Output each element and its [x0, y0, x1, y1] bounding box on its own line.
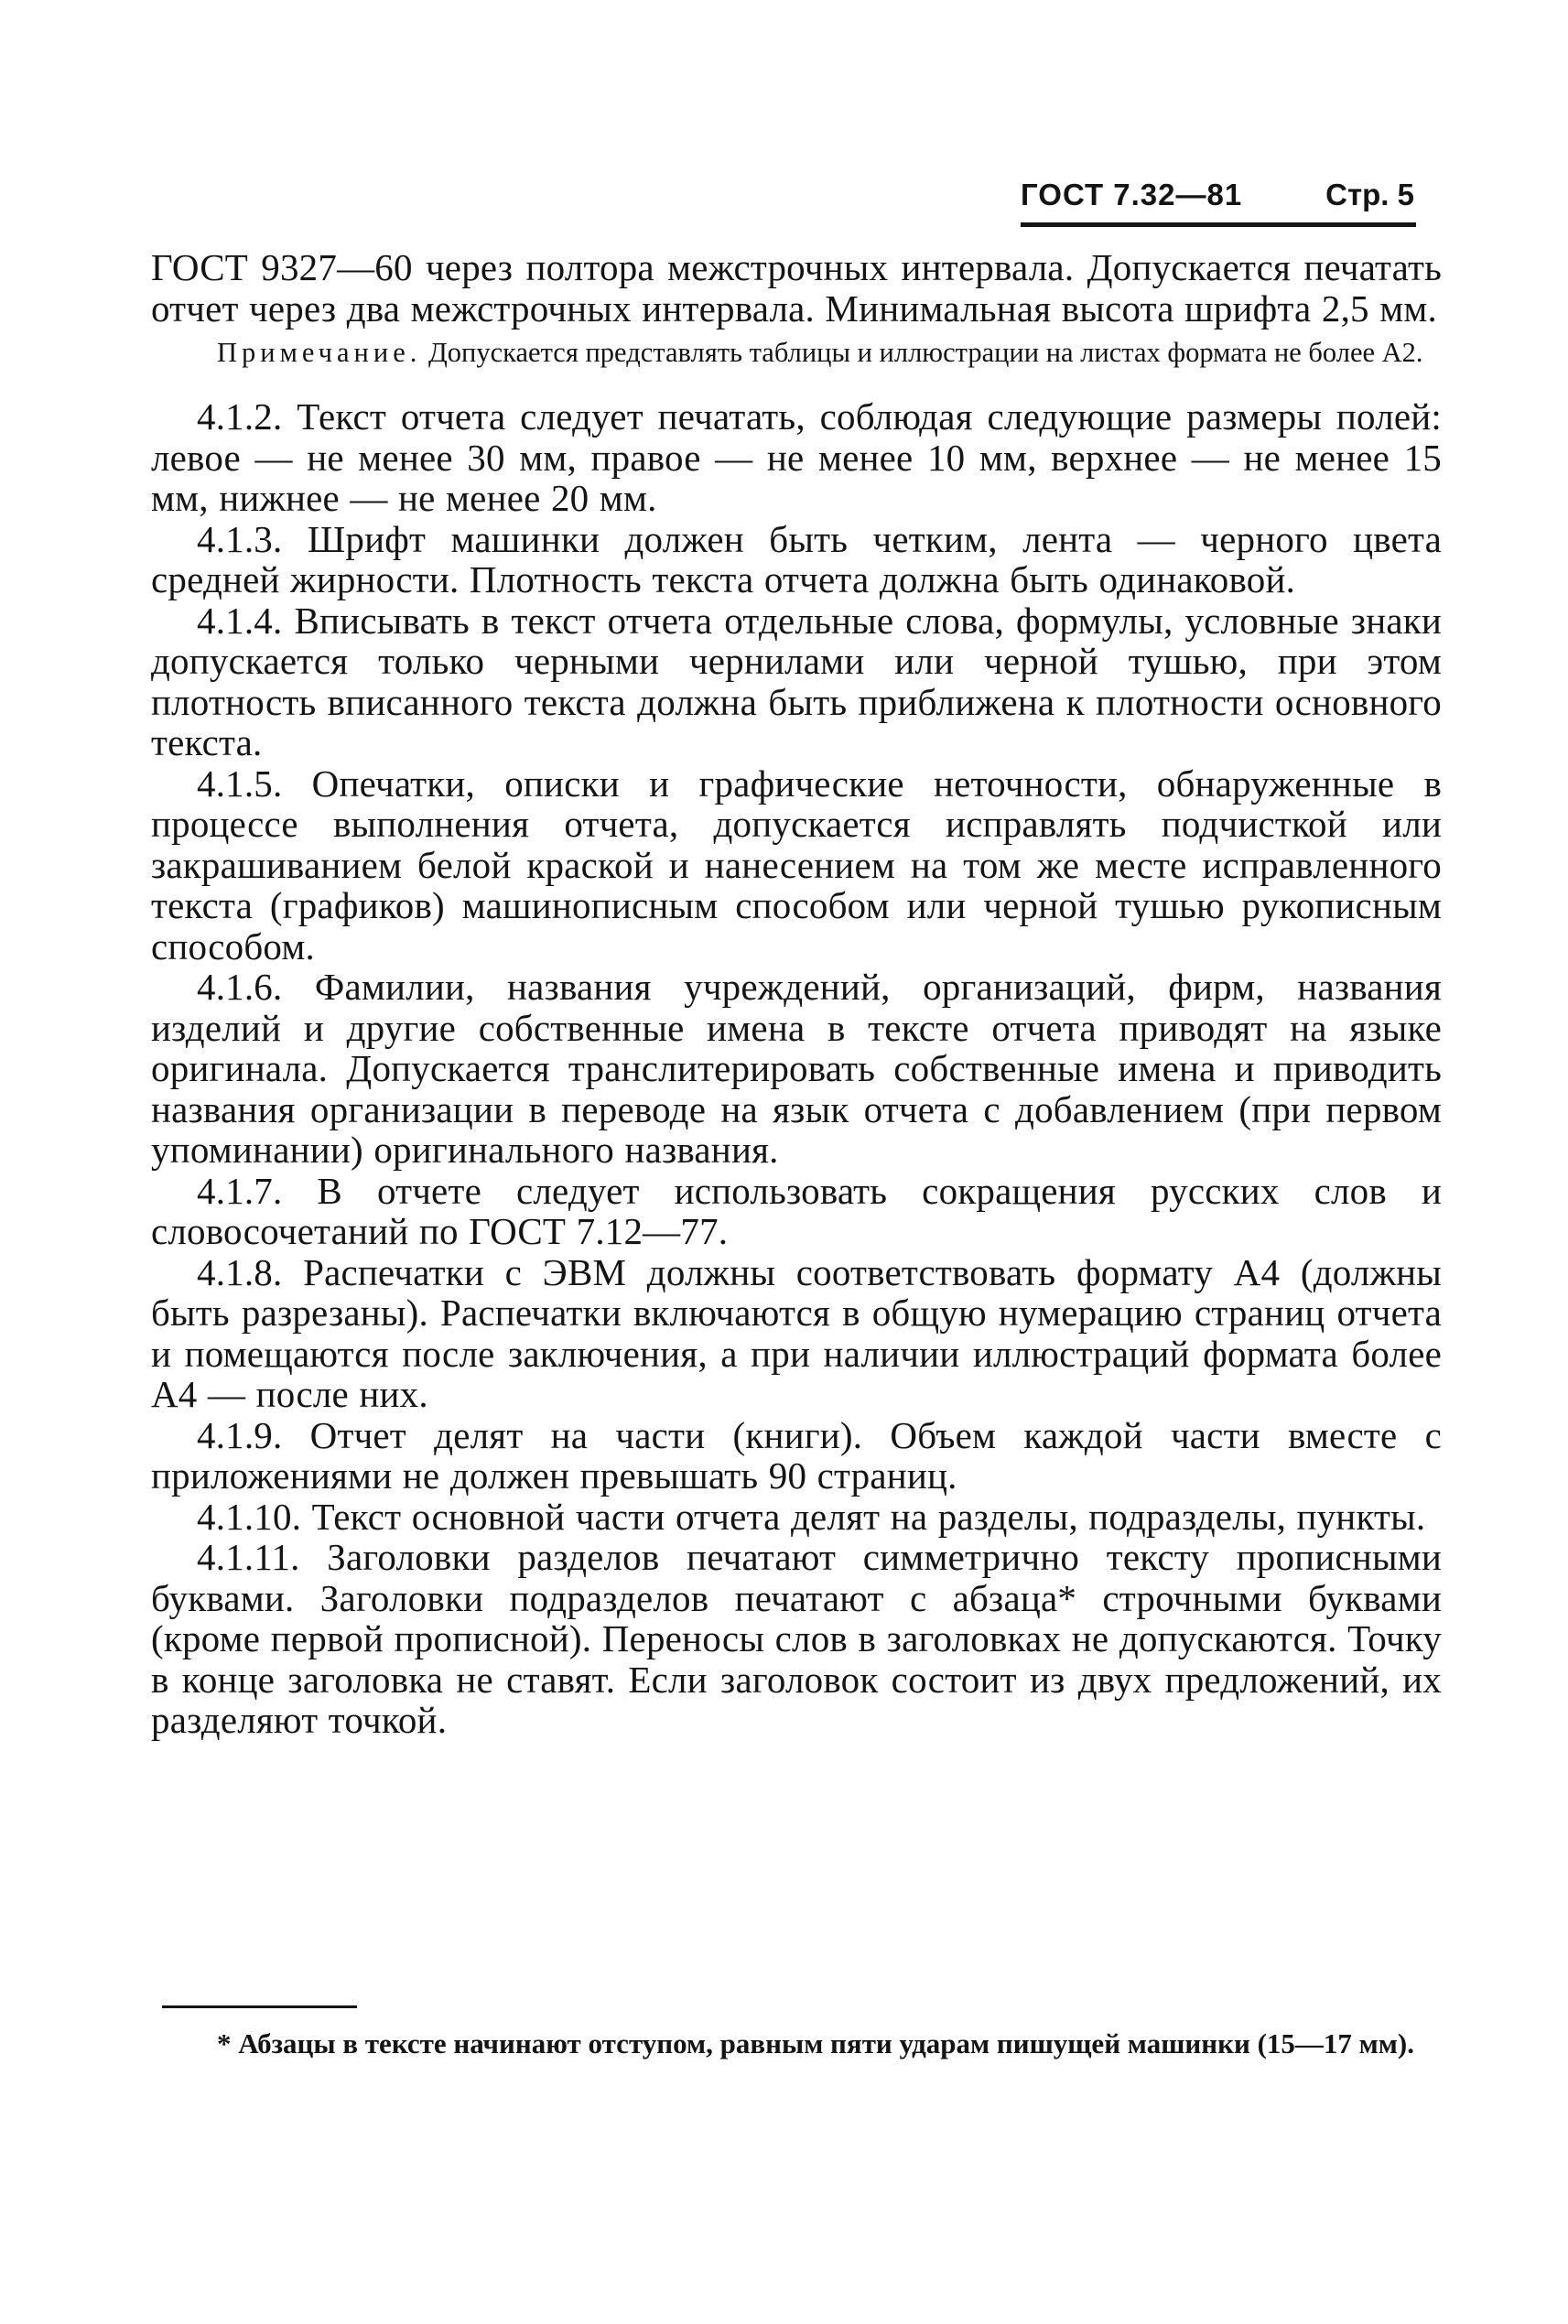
paragraph-4-1-4: 4.1.4. Вписывать в текст отчета отдельные слова, формулы, условные знаки допускается только черными чернилами или черной тушью, при этом плотность вписанного текста должна быть приближена к плотности основного текста. [151, 599, 1442, 763]
header-rule [1021, 222, 1416, 227]
intro-paragraph: ГОСТ 9327—60 через полтора межстрочных интервала. Допускается печатать отчет через два межстрочных интервала. Минимальная высота шрифта 2,5 мм. [151, 246, 1442, 330]
note [151, 336, 1442, 369]
paragraph-4-1-10: 4.1.10. Текст основной части отчета делят на разделы, подразделы, пункты. [197, 1495, 1426, 1538]
paragraph-4-1-5: 4.1.5. Опечатки, описки и графические неточности, обнаруженные в процессе выполнения отчета, допускается исправлять подчисткой или закрашиванием белой краской и нанесением на том же месте исправленного текста (графиков) машинописным способом или черной тушью рукописным способом. [151, 762, 1442, 967]
document-body [151, 247, 1442, 1741]
document-code: ГОСТ 7.32—81 [1021, 178, 1243, 211]
page-number: Стр. 5 [1325, 178, 1414, 211]
paragraph-4-1-2: 4.1.2. Текст отчета следует печатать, соблюдая следующие размеры полей: левое — не менее 30 мм, правое — не менее 10 мм, верхнее — не менее 15 мм, нижнее — не менее 20 мм. [151, 395, 1442, 519]
footnote: * Абзацы в тексте начинают отступом, равным пяти ударам пишущей машинки (15—17 мм). [217, 2027, 1414, 2059]
paragraph-4-1-6: 4.1.6. Фамилии, названия учреждений, организаций, фирм, названия изделий и другие собственные имена в тексте отчета приводят на языке оригинала. Допускается транслитерировать собственные имена и приводить названия организации в переводе на язык отчета с добавлением (при первом упоминании) оригинального названия. [151, 966, 1442, 1171]
note-label: Примечание. [217, 337, 422, 368]
footnote-rule [162, 2005, 357, 2008]
paragraph-4-1-9: 4.1.9. Отчет делят на части (книги). Объем каждой части вместе с приложениями не должен превышать 90 страниц. [151, 1413, 1442, 1497]
paragraph-4-1-11: 4.1.11. Заголовки разделов печатают симметрично тексту прописными буквами. Заголовки подразделов печатают с абзаца* строчными буквами (кроме первой прописной). Переносы слов в заголовках не допускаются. Точку в конце заголовка не ставят. Если заголовок состоит из двух предложений, их разделяют точкой. [151, 1536, 1442, 1741]
paragraph-4-1-8: 4.1.8. Распечатки с ЭВМ должны соответствовать формату А4 (должны быть разрезаны). Распечатки включаются в общую нумерацию страниц отчета и помещаются после заключения, а при наличии иллюстраций формата более А4 — после них. [151, 1250, 1442, 1415]
paragraph-4-1-7: 4.1.7. В отчете следует использовать сокращения русских слов и словосочетаний по ГОСТ 7.12—77. [151, 1169, 1442, 1252]
page-header [1021, 170, 1414, 222]
note-text: Допускается представлять таблицы и иллюстрации на листах формата не более А2. [428, 337, 1423, 368]
paragraph-4-1-3: 4.1.3. Шрифт машинки должен быть четким, лента — черного цвета средней жирности. Плотность текста отчета должна быть одинаковой. [151, 517, 1442, 600]
